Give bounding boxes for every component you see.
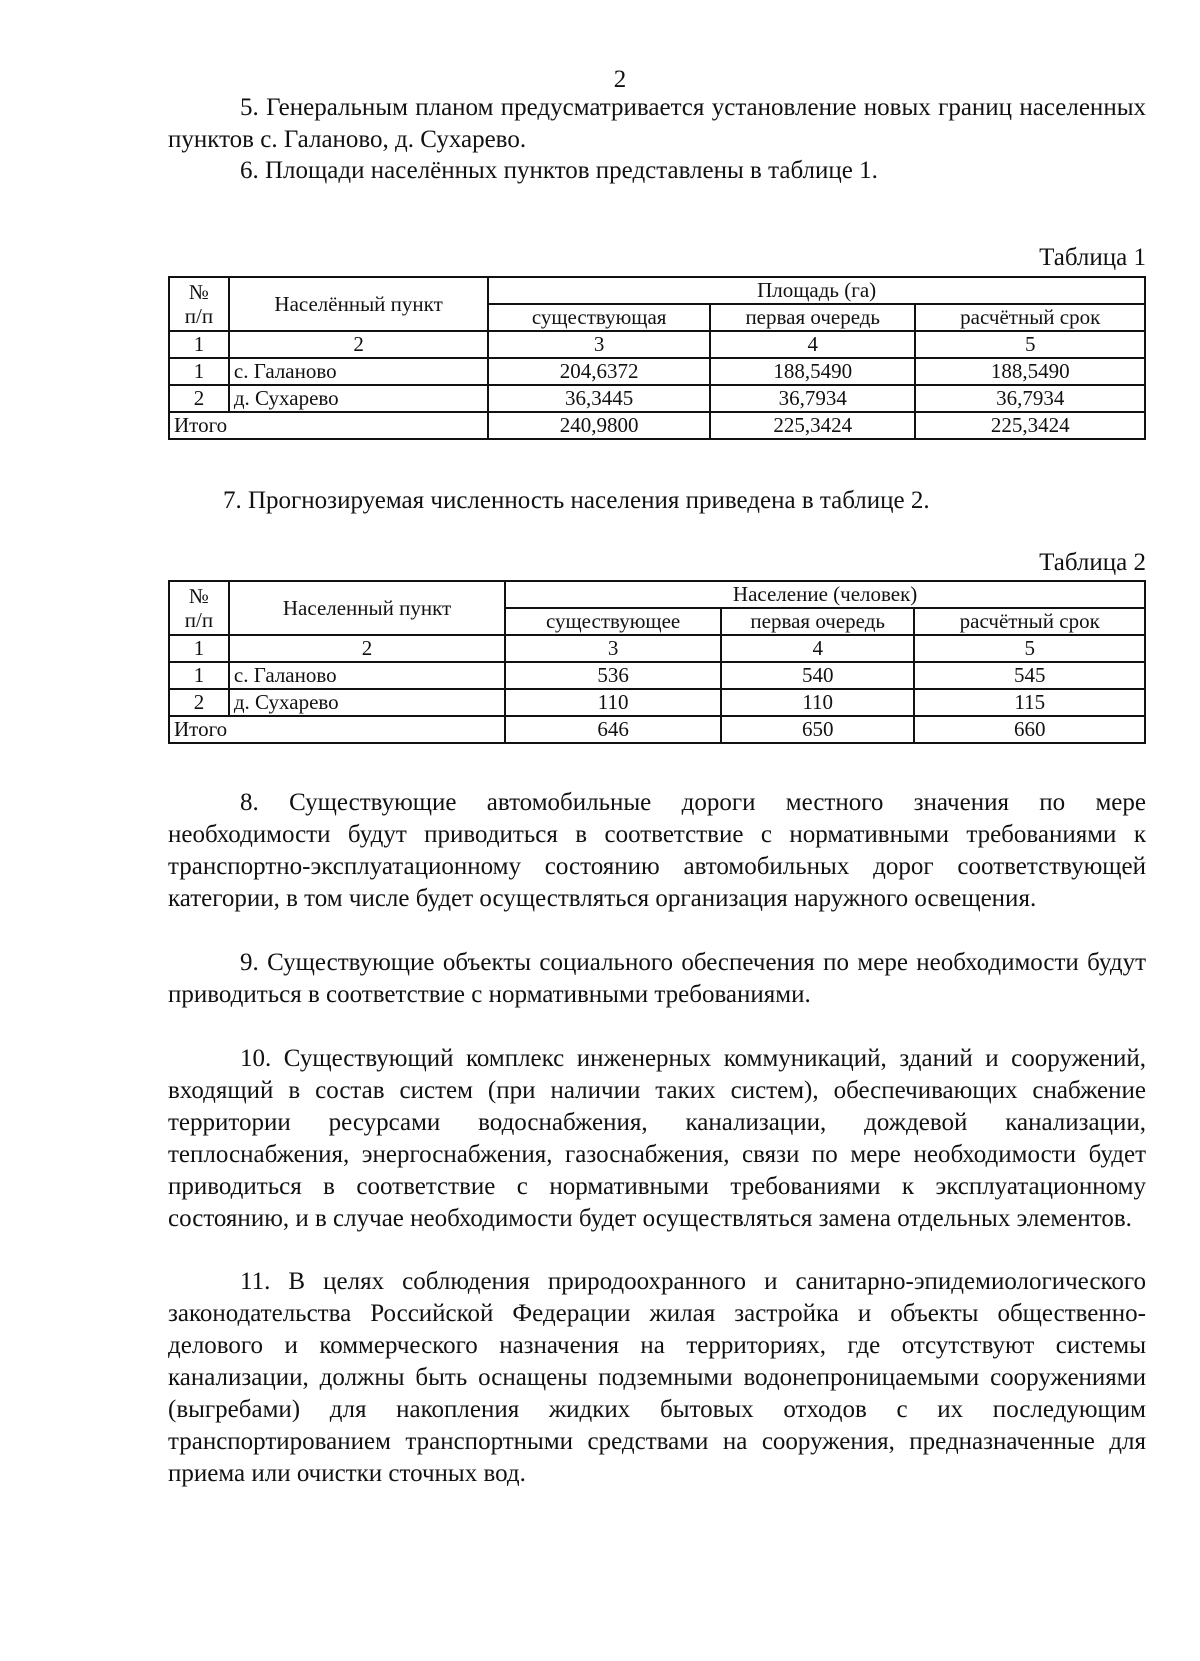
row-first-stage: 110 xyxy=(721,689,915,716)
row-number: 1 xyxy=(169,358,229,385)
table-2-population xyxy=(168,580,1146,744)
total-first-stage: 225,3424 xyxy=(710,412,916,439)
table-row xyxy=(169,662,1145,689)
index-cell: 2 xyxy=(229,635,505,662)
header-population-group: Население (человек) xyxy=(505,581,1145,608)
header-first-stage: первая очередь xyxy=(710,304,916,331)
page-number: 2 xyxy=(613,66,627,93)
header-first-stage: первая очередь xyxy=(721,608,915,635)
row-estimated: 188,5490 xyxy=(915,358,1145,385)
table-total-row xyxy=(169,412,1145,439)
row-settlement: д. Сухарево xyxy=(229,385,488,412)
table-row xyxy=(169,689,1145,716)
header-number xyxy=(169,277,229,331)
header-number-line2: п/п xyxy=(184,608,214,632)
table-2-caption: Таблица 2 xyxy=(1039,549,1146,576)
header-estimated: расчётный срок xyxy=(915,304,1145,331)
total-label: Итого xyxy=(169,716,505,743)
index-cell: 1 xyxy=(169,331,229,358)
row-settlement: с. Галаново xyxy=(229,662,505,689)
table-row xyxy=(169,385,1145,412)
table-header-row xyxy=(169,581,1145,608)
paragraph-7: 7. Прогнозируемая численность населения приведена в таблице 2. xyxy=(223,487,930,514)
index-cell: 5 xyxy=(914,635,1145,662)
table-header-row xyxy=(169,277,1145,304)
row-settlement: с. Галаново xyxy=(229,358,488,385)
row-existing: 536 xyxy=(505,662,721,689)
total-first-stage: 650 xyxy=(721,716,915,743)
header-number-line1: № xyxy=(188,584,209,608)
row-existing: 36,3445 xyxy=(488,385,710,412)
table-row xyxy=(169,358,1145,385)
table-index-row xyxy=(169,331,1145,358)
index-cell: 2 xyxy=(229,331,488,358)
row-number: 2 xyxy=(169,385,229,412)
index-cell: 4 xyxy=(710,331,916,358)
index-cell: 1 xyxy=(169,635,229,662)
row-number: 2 xyxy=(169,689,229,716)
paragraph-8: 8. Существующие автомобильные дороги местного значения по мере необходимости будут приводиться в соответствие с нормативными требованиями к транспортно-эксплуатационному состоянию автомобильных дорог соответствующей категории, в том числе будет осуществляться организация наружного освещения. xyxy=(168,789,1146,912)
row-settlement: д. Сухарево xyxy=(229,689,505,716)
paragraph-5: 5. Генеральным планом предусматривается установление новых границ населенных пунктов с. Галаново, д. Сухарево. xyxy=(168,94,1146,153)
row-number: 1 xyxy=(169,662,229,689)
total-existing: 646 xyxy=(505,716,721,743)
header-estimated: расчётный срок xyxy=(914,608,1145,635)
row-estimated: 545 xyxy=(914,662,1145,689)
row-existing: 110 xyxy=(505,689,721,716)
total-estimated: 225,3424 xyxy=(915,412,1145,439)
row-first-stage: 36,7934 xyxy=(710,385,916,412)
total-label: Итого xyxy=(169,412,488,439)
total-estimated: 660 xyxy=(914,716,1145,743)
header-area-group: Площадь (га) xyxy=(488,277,1145,304)
table-1-caption: Таблица 1 xyxy=(1039,244,1146,271)
paragraph-6: 6. Площади населённых пунктов представлены в таблице 1. xyxy=(240,157,878,184)
index-cell: 4 xyxy=(721,635,915,662)
header-existing: существующее xyxy=(505,608,721,635)
table-total-row xyxy=(169,716,1145,743)
header-settlement: Населенный пункт xyxy=(229,581,505,635)
table-1-area xyxy=(168,276,1146,440)
paragraph-11: 11. В целях соблюдения природоохранного и санитарно-эпидемиологического законодательства Российской Федерации жилая застройка и объекты общественно-делового и коммерческого назначения на территориях, где отсутствуют системы канализации, должны быть оснащены подземными водонепроницаемыми сооружениями (выгребами) для накопления жидких бытовых отходов с их последующим транспортированием транспортными средствами на сооружения, предназначенные для приема или очистки сточных вод. xyxy=(168,1268,1146,1487)
paragraph-10: 10. Существующий комплекс инженерных коммуникаций, зданий и сооружений, входящий в состав систем (при наличии таких систем), обеспечивающих снабжение территории ресурсами водоснабжения, канализации, дождевой канализации, теплоснабжения, энергоснабжения, газоснабжения, связи по мере необходимости будет приводиться в соответствие с нормативными требованиями к эксплуатационному состоянию, и в случае необходимости будет осуществляться замена отдельных элементов. xyxy=(168,1045,1146,1232)
row-estimated: 36,7934 xyxy=(915,385,1145,412)
row-first-stage: 188,5490 xyxy=(710,358,916,385)
total-existing: 240,9800 xyxy=(488,412,710,439)
index-cell: 3 xyxy=(488,331,710,358)
header-settlement: Населённый пункт xyxy=(229,277,488,331)
header-existing: существующая xyxy=(488,304,710,331)
header-number xyxy=(169,581,229,635)
header-number-line2: п/п xyxy=(184,304,214,328)
table-index-row xyxy=(169,635,1145,662)
row-existing: 204,6372 xyxy=(488,358,710,385)
row-estimated: 115 xyxy=(914,689,1145,716)
paragraph-9: 9. Существующие объекты социального обеспечения по мере необходимости будут приводиться в соответствие с нормативными требованиями. xyxy=(168,949,1146,1008)
index-cell: 3 xyxy=(505,635,721,662)
row-first-stage: 540 xyxy=(721,662,915,689)
index-cell: 5 xyxy=(915,331,1145,358)
header-number-line1: № xyxy=(188,280,209,304)
